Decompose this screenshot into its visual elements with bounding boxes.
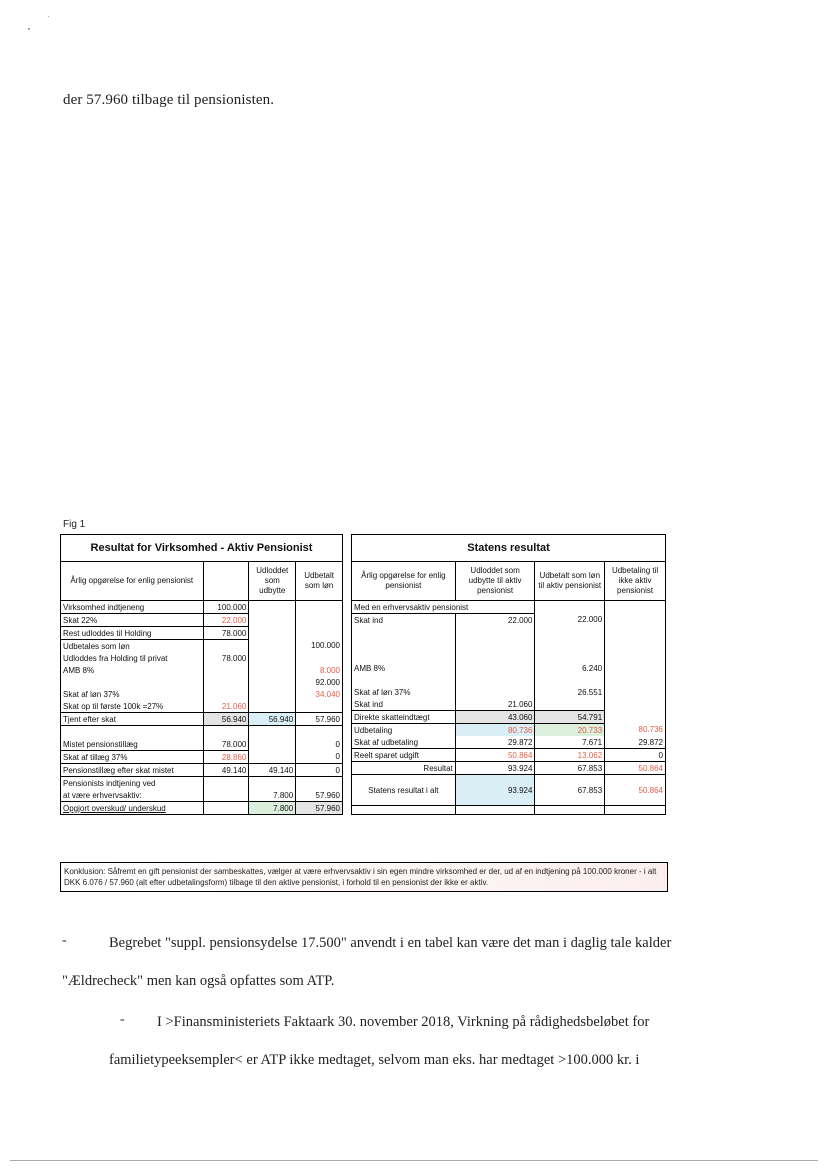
table-cell: 50.864 [605,775,666,806]
bullet-dash: - [120,1012,125,1027]
table-cell: Skat af løn 37% [61,688,204,700]
right-col-header: Årlig opgørelse for enlig pensionist [352,562,456,601]
table-cell [296,627,343,640]
table-cell: 13.062 [535,749,605,762]
table-cell [296,652,343,664]
table-cell: Udbetaling [352,724,456,737]
table-cell [605,806,666,815]
table-cell [535,674,605,686]
table-cell [455,662,535,674]
left-col-header: Udloddet som udbytte [249,562,296,601]
table-cell [605,711,666,724]
table-cell [605,686,666,698]
figure-label: Fig 1 [63,519,86,530]
table-cell: Udbetales som løn [61,640,204,653]
table-cell: Skat op til første 100k =27% [61,700,204,713]
bullet2-line2: familietypeeksempler< er ATP ikke medtaget, selvom man eks. har medtaget >100.000 kr. i [109,1052,640,1068]
table-cell: 0 [296,751,343,764]
table-cell: Skat af udbetaling [352,736,456,749]
table-cell: AMB 8% [61,664,204,676]
table-cell [203,726,249,739]
table-cell [249,601,296,614]
table-cell [605,626,666,638]
table-cell [455,674,535,686]
table-cell [249,700,296,713]
table-cell [203,640,249,653]
right-col-header: Udloddet som udbytte til aktiv pensionist [455,562,535,601]
table-cell [203,664,249,676]
table-cell: 57.960 [296,789,343,802]
table-cell [249,640,296,653]
table-cell: 7.671 [535,736,605,749]
table-cell: 54.791 [535,711,605,724]
table-subheader: Med en erhvervsaktiv pensionist [352,601,535,614]
table-cell: Udloddes fra Holding til privat [61,652,204,664]
table-cell [535,626,605,638]
table-cell: Skat ind [352,614,456,627]
virksomhed-table [60,534,343,815]
left-table-title: Resultat for Virksomhed - Aktiv Pensionist [61,535,343,562]
table-cell: 78.000 [203,652,249,664]
right-table-wrapper [351,534,666,815]
table-cell: 0 [296,738,343,751]
table-cell [249,738,296,751]
table-cell: 67.853 [535,775,605,806]
table-cell [352,638,456,650]
table-cell [249,676,296,688]
bullet-dash: - [62,933,67,948]
table-cell [249,652,296,664]
table-cell: 92.000 [296,676,343,688]
bullet1-line1: Begrebet "suppl. pensionsydelse 17.500" anvendt i en tabel kan være det man i daglig tale kalder [109,935,672,951]
table-cell [455,806,535,815]
table-cell: 78.000 [203,738,249,751]
table-cell [296,614,343,627]
table-cell: 49.140 [203,764,249,777]
table-cell: Virksomhed indtjeneng [61,601,204,614]
table-cell: 0 [296,764,343,777]
table-cell [249,614,296,627]
table-cell: 8.000 [296,664,343,676]
table-cell: 56.940 [203,713,249,726]
table-cell: 80.736 [455,724,535,737]
table-cell: 21.060 [455,698,535,711]
table-cell [203,777,249,790]
table-cell [455,650,535,662]
table-cell [352,806,456,815]
table-cell: 29.872 [455,736,535,749]
table-cell: 22.000 [203,614,249,627]
right-col-header: Udbetaling til ikke aktiv pensionist [605,562,666,601]
left-table-wrapper [60,534,343,815]
table-cell [249,627,296,640]
table-cell [203,688,249,700]
table-cell [249,688,296,700]
table-cell [296,601,343,614]
table-cell: Reelt sparet udgift [352,749,456,762]
table-cell: AMB 8% [352,662,456,674]
table-cell: 93.924 [455,775,535,806]
table-cell: 50.864 [455,749,535,762]
table-cell [605,638,666,650]
table-cell: 57.960 [296,713,343,726]
table-cell [203,789,249,802]
table-cell: 22.000 [455,614,535,627]
table-cell: 0 [605,749,666,762]
table-cell: 7.800 [249,802,296,815]
table-cell [535,601,605,614]
table-cell [249,751,296,764]
table-cell [352,650,456,662]
table-cell [605,698,666,711]
left-col-header [203,562,249,601]
table-cell: 100.000 [203,601,249,614]
scan-speck [48,16,49,17]
table-cell: Skat af tillæg 37% [61,751,204,764]
table-cell [352,626,456,638]
table-cell: 34.040 [296,688,343,700]
table-cell: 20.733 [535,724,605,737]
scan-speck [28,28,30,30]
table-cell: Skat ind [352,698,456,711]
table-cell: Mistet pensionstillæg [61,738,204,751]
table-cell: 29.872 [605,736,666,749]
table-cell: 26.551 [535,686,605,698]
table-cell: Pensionists indtjening ved [61,777,204,790]
table-cell: 100.000 [296,640,343,653]
table-cell [605,662,666,674]
table-cell [605,614,666,627]
right-table-title: Statens resultat [352,535,666,562]
left-col-header: Udbetalt som løn [296,562,343,601]
table-cell: Direkte skatteindtægt [352,711,456,724]
table-cell: at være erhvervsaktiv: [61,789,204,802]
table-cell [203,802,249,815]
bullet2-line1: I >Finansministeriets Faktaark 30. november 2018, Virkning på rådighedsbeløbet for [157,1014,650,1030]
table-cell: Rest udloddes til Holding [61,627,204,640]
table-cell: 50.864 [605,762,666,775]
conclusion-box: Konklusion: Såfremt en gift pensionist der sambeskattes, vælger at være erhvervsaktiv i sin egen mindre virksomhed er der, ud af en indtjening på 100.000 kroner - i alt DKK 6.076 / 57.960 (alt efter udbetalingsform) tilbage til den aktive pensionist, i forhold til en pensionist der ikke er aktiv. [60,862,668,892]
table-cell: 80.736 [605,724,666,737]
table-cell: Skat 22% [61,614,204,627]
table-cell [455,686,535,698]
table-cell: 49.140 [249,764,296,777]
table-cell [605,650,666,662]
table-cell [605,601,666,614]
table-cell: 22.000 [535,614,605,627]
table-cell [455,638,535,650]
table-cell: 7.800 [249,789,296,802]
table-cell [535,638,605,650]
page-bottom-rule [10,1160,818,1161]
table-cell: 21.060 [203,700,249,713]
table-cell: 78.000 [203,627,249,640]
table-cell: Opgjort overskud/ underskud [61,802,204,815]
table-cell [535,650,605,662]
left-col-header: Årlig opgørelse for enlig pensionist [61,562,204,601]
table-cell: Tjent efter skat [61,713,204,726]
table-cell: 67.853 [535,762,605,775]
table-cell [296,726,343,739]
table-cell: 28.860 [203,751,249,764]
table-cell: 93.924 [455,762,535,775]
table-cell [249,777,296,790]
statens-table [351,534,666,815]
table-cell: 57.960 [296,802,343,815]
table-cell [605,674,666,686]
table-cell [249,664,296,676]
table-cell [296,777,343,790]
table-cell: 56.940 [249,713,296,726]
bullet1-line2: "Ældrecheck" men kan også opfattes som ATP. [62,973,335,989]
table-cell [203,676,249,688]
table-cell: Resultat [352,762,456,775]
intro-line: der 57.960 tilbage til pensionisten. [63,92,275,108]
table-cell: 43.060 [455,711,535,724]
table-cell: 6.240 [535,662,605,674]
table-cell [455,626,535,638]
table-cell [535,698,605,711]
table-cell [61,676,204,688]
table-cell [249,726,296,739]
table-cell [61,726,204,739]
table-cell: Statens resultat i alt [352,775,456,806]
table-cell [352,674,456,686]
table-cell: Skat af løn 37% [352,686,456,698]
table-cell [535,806,605,815]
table-cell [296,700,343,713]
right-col-header: Udbetalt som løn til aktiv pensionist [535,562,605,601]
table-cell: Pensionstillæg efter skat mistet [61,764,204,777]
